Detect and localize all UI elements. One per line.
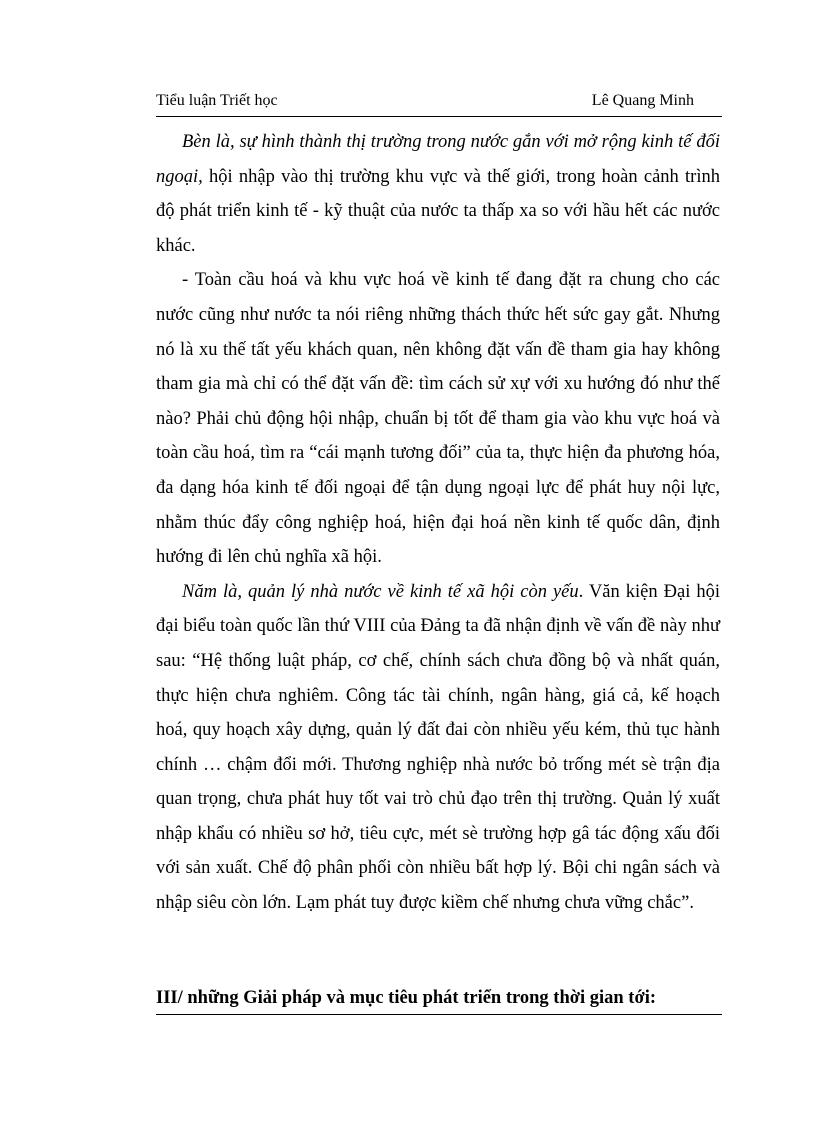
header-document-title: Tiểu luận Triết học: [156, 92, 278, 109]
paragraph-text: - Toàn cầu hoá và khu vực hoá về kinh tế đang đặt ra chung cho các nước cũng như nước ta nói riêng những thách thức hết sức gay gắt. Nhưng nó là xu thế tất yếu khách quan, nên không đặt vấn đề tham gia hay không tham gia mà chỉ có thể đặt vấn đề: tìm cách sử xự với xu hướng đó như thế nào? Phải chủ động hội nhập, chuẩn bị tốt để tham gia vào khu vực hoá và toàn cầu hoá, tìm ra “cái mạnh tương đối” của ta, thực hiện đa phương hóa, đa dạng hóa kinh tế đối ngoại để tận dụng ngoại lực để phát huy nội lực, nhằm thúc đẩy công nghiệp hoá, hiện đại hoá nền kinh tế quốc dân, định hướng đi lên chủ nghĩa xã hội.: [156, 270, 720, 568]
paragraph: [156, 125, 720, 263]
paragraph-lead: Bèn là, sự hình thành thị trường trong nước gắn với mở rộng kinh tế đối ngoại,: [156, 132, 720, 187]
paragraph: [156, 575, 720, 921]
paragraph-lead: Năm là, quản lý nhà nước về kinh tế xã hội còn yếu: [182, 581, 579, 602]
paragraph: [156, 263, 720, 574]
page-header: [156, 90, 722, 117]
section-heading: III/ những Giải pháp và mục tiêu phát triển trong thời gian tới:: [156, 988, 722, 1015]
paragraph-text: hội nhập vào thị trường khu vực và thế giới, trong hoàn cảnh trình độ phát triển kinh tế - kỹ thuật của nước ta thấp xa so với hầu hết các nước khác.: [156, 166, 720, 256]
body-text: [156, 125, 720, 921]
paragraph-text: . Văn kiện Đại hội đại biểu toàn quốc lần thứ VIII của Đảng ta đã nhận định về vấn đề này như sau: “Hệ thống luật pháp, cơ chế, chính sách chưa đồng bộ và nhất quán, thực hiện chưa nghiêm. Công tác tài chính, ngân hàng, giá cả, kế hoạch hoá, quy hoạch xây dựng, quản lý đất đai còn nhiều yếu kém, thủ tục hành chính … chậm đổi mới. Thương nghiệp nhà nước bỏ trống mét sè trận địa quan trọng, chưa phát huy tốt vai trò chủ đạo trên thị trường. Quản lý xuất nhập khẩu có nhiều sơ hở, tiêu cực, mét sè trường hợp gâ tác động xấu đối với sản xuất. Chế độ phân phối còn nhiều bất hợp lý. Bội chi ngân sách và nhập siêu còn lớn. Lạm phát tuy được kiềm chế nhưng chưa vững chắc”.: [156, 581, 720, 914]
header-author: Lê Quang Minh: [591, 92, 694, 109]
